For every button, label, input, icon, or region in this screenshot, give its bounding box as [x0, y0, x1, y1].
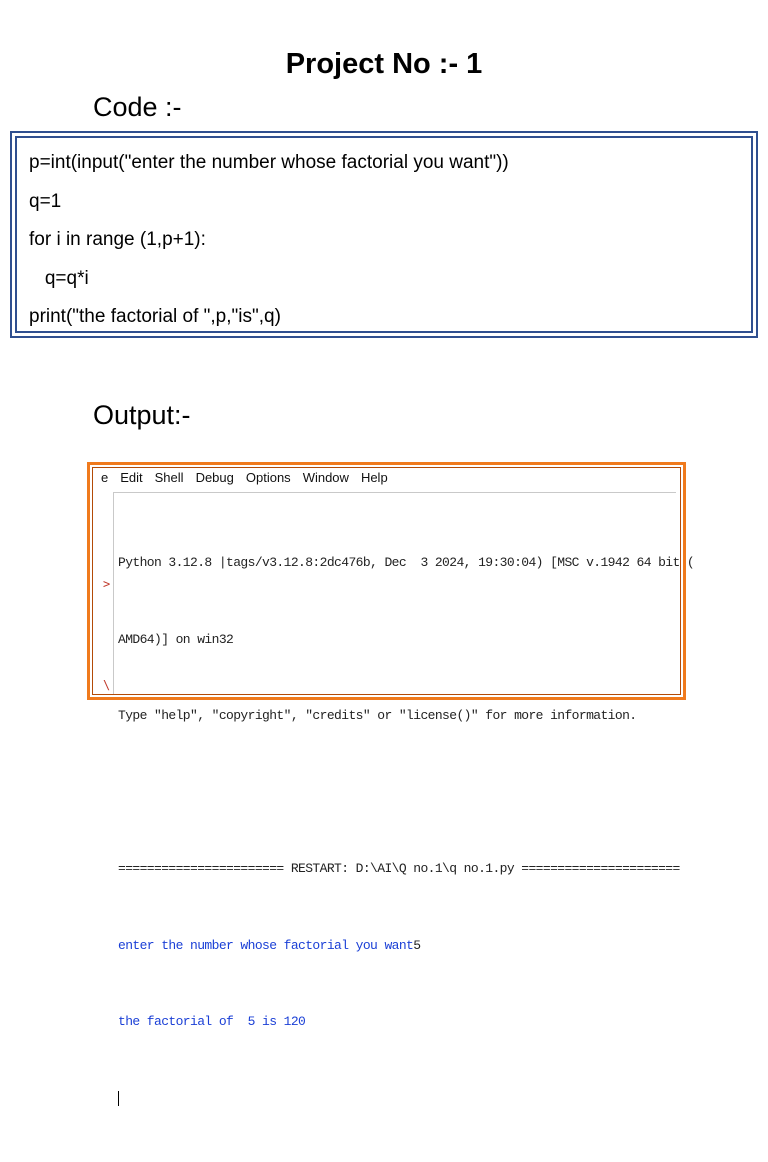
shell-banner-line: Type "help", "copyright", "credits" or "license()" for more information.	[118, 708, 637, 723]
code-line: q=q*i	[29, 267, 89, 289]
code-box	[10, 131, 758, 338]
menu-window[interactable]: Window	[302, 469, 349, 485]
shell-banner-line: Python 3.12.8 |tags/v3.12.8:2dc476b, Dec 3 2024, 19:30:04) [MSC v.1942 64 bit (	[118, 555, 695, 570]
user-input-text: 5	[413, 937, 421, 953]
code-line: print("the factorial of ",p,"is",q)	[29, 306, 281, 327]
menu-debug[interactable]: Debug	[195, 469, 234, 485]
shell-prompt-line	[118, 933, 676, 959]
menu-help[interactable]: Help	[360, 469, 388, 485]
code-line: p=int(input("enter the number whose factorial you want"))	[29, 152, 509, 173]
shell-output-area[interactable]	[113, 492, 695, 1029]
program-prompt-text: enter the number whose factorial you want	[118, 937, 414, 953]
page-title: Project No :- 1	[285, 48, 483, 80]
code-heading: Code :-	[93, 92, 182, 122]
shell-restart-line: ======================= RESTART: D:\AI\Q no.1\q no.1.py ======================	[118, 861, 680, 876]
output-screenshot-frame	[87, 462, 695, 1029]
idle-shell-window	[92, 467, 695, 1029]
shell-result-line: the factorial of 5 is 120	[118, 1014, 306, 1029]
prompt-icon: \	[103, 678, 111, 692]
menu-bar	[93, 468, 680, 486]
menu-file[interactable]: e	[101, 469, 109, 485]
shell-blank-line	[118, 780, 676, 806]
code-line: for i in range (1,p+1):	[29, 229, 206, 250]
code-line: q=1	[29, 190, 62, 212]
shell-cursor-line[interactable]	[118, 1086, 676, 1112]
text-cursor	[118, 1091, 119, 1106]
output-heading: Output:-	[93, 400, 191, 430]
menu-edit[interactable]: Edit	[120, 469, 143, 485]
menu-shell[interactable]: Shell	[154, 469, 184, 485]
menu-options[interactable]: Options	[245, 469, 291, 485]
prompt-icon: >	[103, 577, 111, 591]
code-box-inner	[15, 136, 753, 333]
shell-gutter	[99, 492, 113, 694]
shell-banner-line: AMD64)] on win32	[118, 631, 234, 647]
shell-text	[118, 499, 695, 1162]
